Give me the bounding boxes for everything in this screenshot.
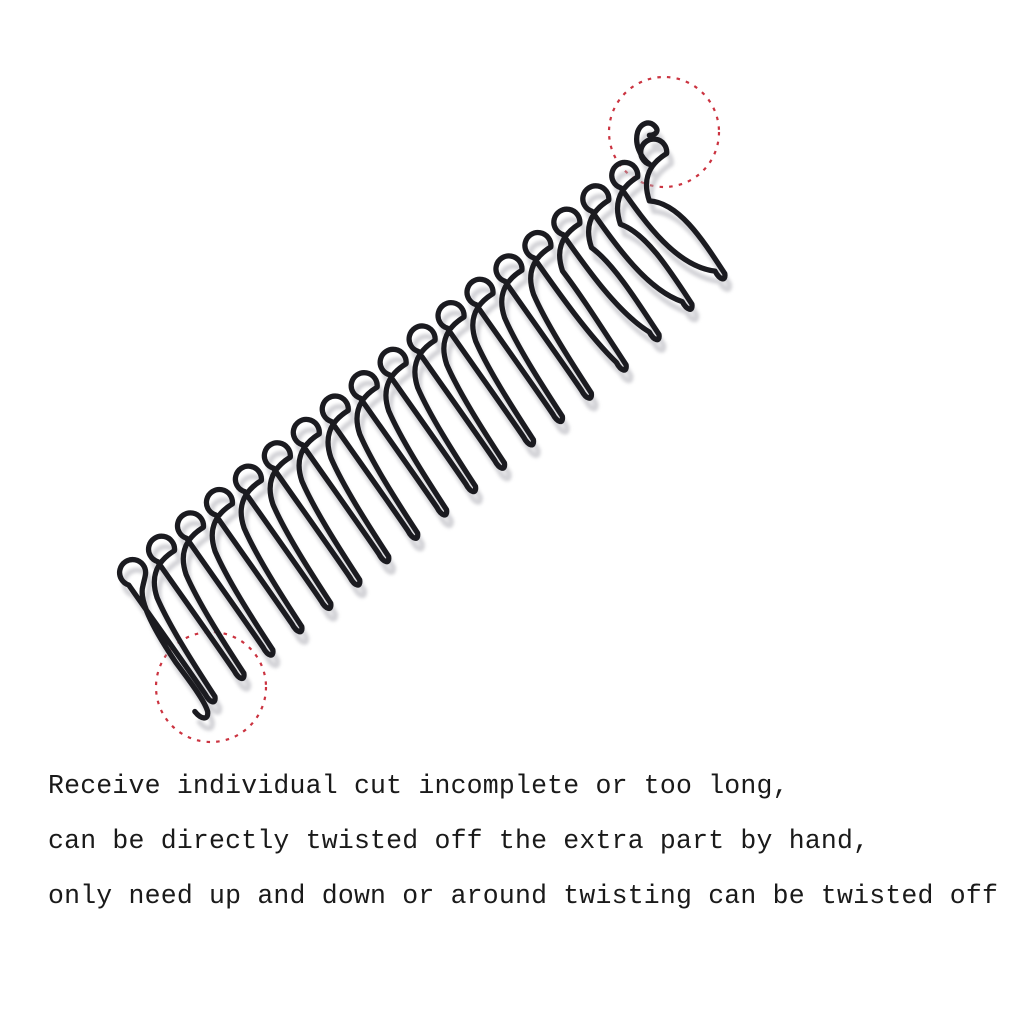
caption-line-1: Receive individual cut incomplete or too long, bbox=[48, 771, 789, 801]
caption bbox=[48, 759, 998, 924]
comb-wire bbox=[85, 119, 767, 720]
caption-line-3: only need up and down or around twisting can be twisted off bbox=[48, 881, 999, 911]
hair-comb bbox=[82, 119, 774, 731]
caption-line-2: can be directly twisted off the extra part by hand, bbox=[48, 826, 870, 856]
